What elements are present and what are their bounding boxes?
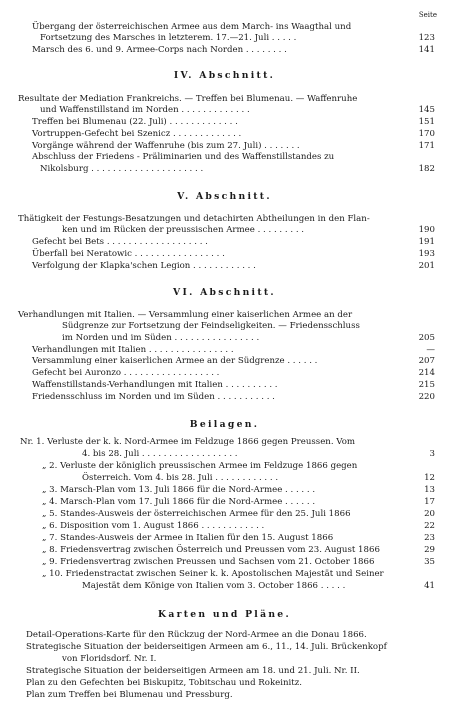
section-heading: Karten und Pläne. [158,609,291,620]
toc-entry [0,690,449,702]
toc-entry-text: Plan zum Treffen bei Blumenau und Pressburg. [26,690,233,700]
toc-entry [0,392,449,404]
toc-entry [0,533,449,545]
page-number: 215 [418,380,435,390]
toc-entry-text: Übergang der österreichischen Armee aus dem March- ins Waagthal und [32,22,352,32]
toc-entry [0,33,449,45]
toc-entry-text: Überfall bei Neratowic . . . . . . . . . . . . . . . . . [32,249,225,259]
page-number: 205 [418,333,435,343]
toc-entry [0,545,449,557]
page-number: 207 [418,356,435,366]
toc-entry [0,569,449,581]
page-number: 29 [424,545,435,555]
toc-entry [0,333,449,345]
toc-entry [0,356,449,368]
page-number: 170 [418,129,435,139]
toc-entry-text: im Norden und im Süden . . . . . . . . . . . . . . . . [62,333,260,343]
page-number: 41 [424,581,435,591]
toc-entry-text: Gefecht bei Bets . . . . . . . . . . . . . . . . . . . [32,237,208,247]
page-number: 171 [418,141,435,151]
page-number: 12 [424,473,435,483]
page-column-header: Seite [418,11,437,19]
toc-entry [0,225,449,237]
toc-entry-text: Strategische Situation der beiderseitigen Armeen am 18. und 21. Juli. Nr. II. [26,666,360,676]
toc-entry [0,164,449,176]
toc-entry [0,473,449,485]
toc-entry [0,485,449,497]
page-number: 193 [418,249,435,259]
page-number: — [426,345,435,355]
toc-entry [0,117,449,129]
section-heading: V. Abschnitt. [177,191,272,202]
toc-entry [0,261,449,273]
toc-entry-text: Südgrenze zur Fortsetzung der Feindseligkeiten. — Friedensschluss [62,321,360,331]
toc-entry-text: von Floridsdorf. Nr. I. [62,654,157,664]
toc-entry [0,249,449,261]
toc-entry-text: Österreich. Vom 4. bis 28. Juli . . . . . . . . . . . . [82,473,279,483]
page-number: 214 [418,368,435,378]
toc-entry-text: „ 2. Verluste der königlich preussischen Armee im Feldzuge 1866 gegen [42,461,358,471]
toc-entry-text: Waffenstillstands-Verhandlungen mit Italien . . . . . . . . . . [32,380,278,390]
page-number: 20 [424,509,435,519]
toc-entry [0,45,449,57]
toc-entry-text: Strategische Situation der beiderseitigen Armeen am 6., 11., 14. Juli. Brückenkopf [26,642,387,652]
page-number: 17 [424,497,435,507]
toc-entry-text: Friedensschluss im Norden und im Süden . . . . . . . . . . . [32,392,275,402]
toc-entry-text: „ 4. Marsch-Plan vom 17. Juli 1866 für die Nord-Armee . . . . . . [42,497,316,507]
toc-entry-text: Marsch des 6. und 9. Armee-Corps nach Norden . . . . . . . . [32,45,287,55]
page-number: 201 [418,261,435,271]
toc-entry [0,237,449,249]
toc-entry-text: Nikolsburg . . . . . . . . . . . . . . . . . . . . . [40,164,204,174]
toc-entry-text: „ 8. Friedensvertrag zwischen Österreich und Preussen vom 23. August 1866 [42,545,380,555]
toc-entry-text: Fortsetzung des Marsches in letzterem. 17.—21. Juli . . . . . [40,33,297,43]
toc-entry-text: Vorgänge während der Waffenruhe (bis zum 27. Juli) . . . . . . . [32,141,300,151]
page-number: 182 [418,164,435,174]
toc-entry [0,105,449,117]
page-number: 191 [418,237,435,247]
toc-entry [0,497,449,509]
page-number: 220 [418,392,435,402]
toc-entry [0,368,449,380]
toc-entry [0,449,449,461]
toc-entry-text: Verhandlungen mit Italien. — Versammlung einer kaiserlichen Armee an der [18,310,353,320]
toc-entry [0,509,449,521]
toc-entry [0,642,449,654]
toc-entry-text: „ 5. Standes-Ausweis der österreichischen Armee für den 25. Juli 1866 [42,509,351,519]
toc-entry-text: Majestät dem Könige von Italien vom 3. October 1866 . . . . . [82,581,346,591]
toc-entry-text: Nr. 1. Verluste der k. k. Nord-Armee im Feldzuge 1866 gegen Preussen. Vom [20,437,356,447]
toc-entry [0,521,449,533]
page-number: 13 [424,485,435,495]
toc-entry-text: 4. bis 28. Juli . . . . . . . . . . . . . . . . . . [82,449,238,459]
toc-entry-text: Abschluss der Friedens - Präliminarien und des Waffenstillstandes zu [32,152,335,162]
toc-entry-text: Vortruppen-Gefecht bei Szenicz . . . . . . . . . . . . . [32,129,242,139]
section-heading: VI. Abschnitt. [173,287,276,298]
toc-entry-text: „ 7. Standes-Ausweis der Armee in Italien für den 15. August 1866 [42,533,334,543]
toc-entry [0,557,449,569]
toc-entry [0,461,449,473]
toc-entry-text: „ 9. Friedensvertrag zwischen Preussen und Sachsen vom 21. October 1866 [42,557,375,567]
page-number: 22 [424,521,435,531]
toc-entry [0,321,449,333]
page-number: 190 [418,225,435,235]
toc-entry-text: Detail-Operations-Karte für den Rückzug der Nord-Armee an die Donau 1866. [26,630,367,640]
toc-entry-text: Verfolgung der Klapka'schen Legion . . . . . . . . . . . . [32,261,256,271]
page-number: 151 [418,117,435,127]
page-number: 35 [424,557,435,567]
toc-entry [0,678,449,690]
toc-entry-text: ken und im Rücken der preussischen Armee . . . . . . . . . [62,225,305,235]
toc-entry [0,380,449,392]
page-number: 145 [418,105,435,115]
toc-entry [0,129,449,141]
toc-entry-text: und Waffenstillstand im Norden . . . . . . . . . . . . . [40,105,250,115]
section-heading: Beilagen. [189,419,260,430]
toc-entry-text: Gefecht bei Auronzo . . . . . . . . . . . . . . . . . . [32,368,220,378]
page-number: 23 [424,533,435,543]
toc-entry [0,666,449,678]
toc-entry-text: Plan zu den Gefechten bei Biskupitz, Tobitschau und Rokeinitz. [26,678,302,688]
toc-entry-text: Resultate der Mediation Frankreichs. — Treffen bei Blumenau. — Waffenruhe [18,94,358,104]
page-number: 141 [418,45,435,55]
page-number: 3 [429,449,435,459]
toc-entry-text: Versammlung einer kaiserlichen Armee an der Südgrenze . . . . . . [32,356,318,366]
toc-entry-text: Verhandlungen mit Italien . . . . . . . . . . . . . . . . [32,345,234,355]
toc-entry [0,654,449,666]
toc-entry-text: Treffen bei Blumenau (22. Juli) . . . . . . . . . . . . . [32,117,238,127]
toc-entry-text: „ 6. Disposition vom 1. August 1866 . . . . . . . . . . . . [42,521,265,531]
toc-entry-text: Thätigkeit der Festungs-Besatzungen und detachirten Abtheilungen in den Flan- [18,214,370,224]
toc-entry-text: „ 3. Marsch-Plan vom 13. Juli 1866 für die Nord-Armee . . . . . . [42,485,316,495]
toc-entry-text: „ 10. Friedenstractat zwischen Seiner k. k. Apostolischen Majestät und Seiner [42,569,384,579]
toc-entry [0,152,449,164]
toc-entry [0,437,449,449]
toc-entry [0,630,449,642]
section-heading: IV. Abschnitt. [173,70,276,81]
page-number: 123 [418,33,435,43]
toc-entry [0,581,449,593]
